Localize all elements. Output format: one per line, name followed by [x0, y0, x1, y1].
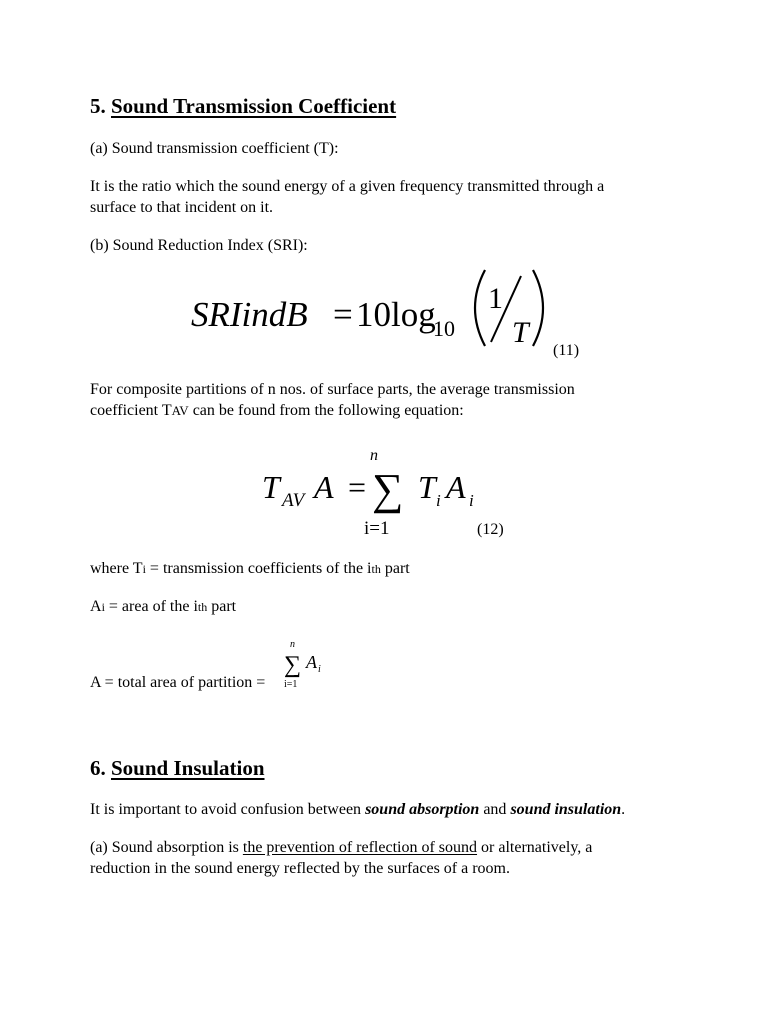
- eq11-denominator: T: [512, 316, 529, 349]
- eq12-sum-upper: n: [370, 447, 378, 464]
- where-text-a: where T: [90, 560, 143, 577]
- where-text-c: part: [380, 560, 410, 577]
- intro-text-a: It is important to avoid confusion between: [90, 801, 366, 818]
- section-5-title: Sound Transmission Coefficient: [111, 94, 397, 118]
- eq11-log: log: [391, 295, 436, 334]
- total-sum-a: A: [306, 652, 317, 672]
- eq11-coefficient: 10: [356, 295, 391, 334]
- area-text-c: part: [207, 598, 237, 615]
- term-sound-insulation: sound insulation: [510, 801, 622, 818]
- eq11-numerator: 1: [488, 282, 503, 315]
- intro-text-c: .: [621, 801, 626, 818]
- eq12-ai: A: [446, 469, 466, 505]
- definition-line-2: surface to that incident on it.: [90, 199, 274, 216]
- section-6-intro: [90, 799, 625, 820]
- composite-line-1: For composite partitions of n nos. of surface parts, the average transmission: [90, 381, 575, 398]
- intro-text-b: and: [479, 801, 511, 818]
- eq12-ti: T: [418, 469, 436, 505]
- section-6-part-a-line-2: reduction in the sound energy reflected by the surfaces of a room.: [90, 860, 510, 877]
- composite-line-2: [90, 400, 464, 421]
- total-area-line: A = total area of partition =: [90, 674, 266, 691]
- composite-text-b: can be found from the following equation:: [188, 402, 464, 419]
- equation-11-number: (11): [553, 342, 580, 359]
- eq12-equals: =: [348, 469, 367, 505]
- total-area-sum-equation: [280, 636, 330, 692]
- area-text-a: A: [90, 598, 102, 615]
- total-sum-lower: i=1: [284, 679, 298, 690]
- part-a-text-a: (a) Sound absorption is: [90, 839, 243, 856]
- eq12-sum-lower: i=1: [364, 518, 390, 539]
- eq11-left-paren: [475, 270, 485, 346]
- part-a-underlined: the prevention of reflection of sound: [242, 839, 478, 856]
- section-5-number: 5.: [90, 94, 106, 118]
- eq11-lhs: SRIindB: [191, 295, 308, 334]
- eq12-a: A: [314, 469, 334, 505]
- eq12-av-subscript: AV: [282, 490, 305, 511]
- part-a-text-b: or alternatively, a: [477, 839, 593, 856]
- area-text-b: = area of the i: [104, 598, 198, 615]
- eq12-ti-subscript: i: [436, 491, 441, 510]
- eq12-t: T: [262, 469, 280, 505]
- area-th-superscript: th: [197, 600, 208, 614]
- eq11-equals: =: [333, 295, 353, 334]
- section-6-number: 6.: [90, 756, 106, 780]
- total-sum-upper: n: [290, 639, 295, 650]
- where-i-subscript: i: [142, 562, 146, 576]
- area-i-subscript: i: [101, 600, 105, 614]
- section-5-heading: [90, 94, 396, 119]
- eq11-log-base: 10: [433, 316, 455, 341]
- equation-12: [258, 440, 488, 540]
- equation-12-number: (12): [477, 521, 504, 538]
- eq11-right-paren: [533, 270, 543, 346]
- where-ti-line: [90, 558, 410, 580]
- total-sum-a-subscript: i: [318, 664, 321, 675]
- part-a-label: (a) Sound transmission coefficient (T):: [90, 140, 339, 157]
- term-sound-absorption: sound absorption: [365, 801, 480, 818]
- part-b-label: (b) Sound Reduction Index (SRI):: [90, 237, 308, 254]
- eq12-sigma: ∑: [372, 465, 404, 514]
- area-ai-line: [90, 596, 236, 618]
- section-6-title: Sound Insulation: [111, 756, 265, 780]
- eq12-ai-subscript: i: [469, 491, 474, 510]
- composite-text-a: coefficient T: [90, 402, 172, 419]
- tav-subscript: AV: [171, 403, 189, 418]
- where-th-superscript: th: [371, 562, 381, 576]
- section-6-heading: [90, 756, 265, 781]
- where-text-b: = transmission coefficients of the i: [145, 560, 372, 577]
- section-6-part-a-line-1: [90, 837, 592, 858]
- definition-line-1: It is the ratio which the sound energy of a given frequency transmitted through a: [90, 178, 605, 195]
- equation-11: [185, 262, 555, 352]
- total-sum-sigma: ∑: [284, 652, 302, 678]
